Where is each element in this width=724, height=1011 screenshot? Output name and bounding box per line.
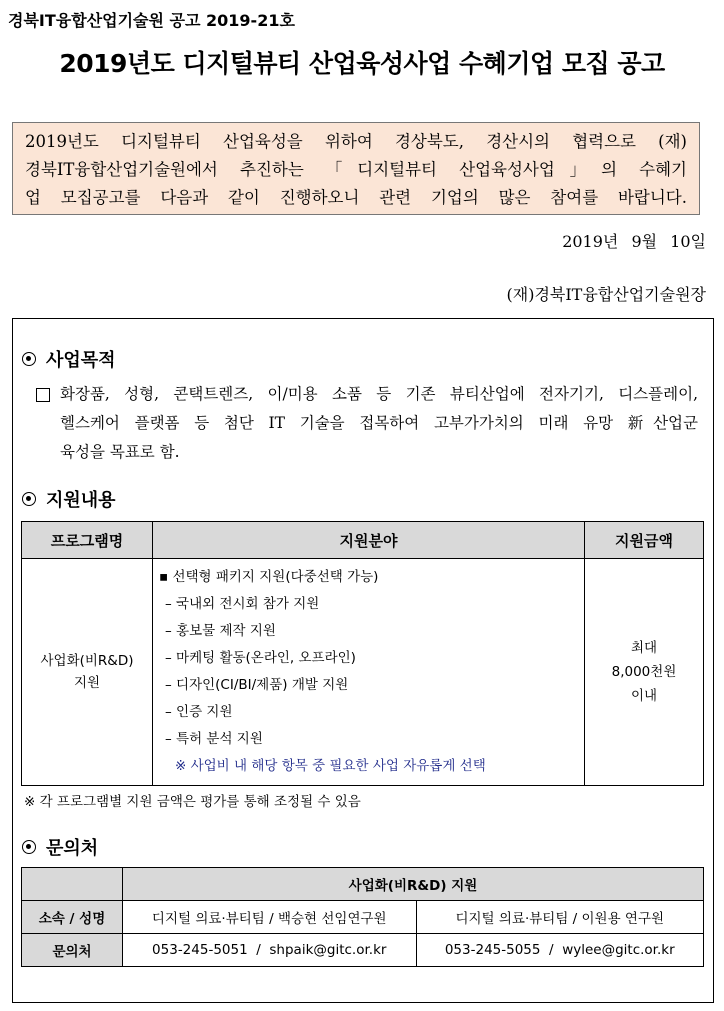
field-item: – 홍보물 제작 지원: [165, 623, 276, 639]
field-item: – 국내외 전시회 참가 지원: [165, 596, 320, 612]
section-purpose: [22, 346, 116, 372]
row-label: 소속 / 성명: [22, 901, 123, 934]
program-cell: [22, 559, 153, 786]
intro-line: 업 모집공고를 다음과 같이 진행하오니 관련 기업의 많은 참여를 바랍니다.: [25, 188, 687, 207]
intro-line: 2019년도 디지털뷰티 산업육성을 위하여 경상북도, 경산시의 협력으로 (재): [25, 132, 687, 151]
amount-line: 최대: [630, 640, 658, 656]
circle-bullet-icon: [22, 492, 36, 506]
purpose-line: 육성을 목표로 함.: [60, 443, 180, 461]
footnote: ※ 각 프로그램별 지원 금액은 평가를 통해 조정될 수 있음: [24, 794, 361, 810]
field-note: ※ 사업비 내 해당 항목 중 필요한 사업 자유롭게 선택: [175, 758, 486, 774]
circle-bullet-icon: [22, 840, 36, 854]
purpose-line: 헬스케어 플랫폼 등 첨단 IT 기술을 접목하여 고부가가치의 미래 유망 新산업군: [60, 414, 698, 432]
section-contact: [22, 834, 98, 860]
issuer: (재)경북IT융합산업기술원장: [506, 285, 706, 304]
checkbox-bullet-icon: [36, 388, 50, 402]
contact-person: 디지털 의료·뷰티팀 / 이원용 연구원: [416, 901, 704, 934]
amount-line: 이내: [630, 688, 658, 704]
field-item: – 인증 지원: [165, 704, 233, 720]
purpose-line: 화장품, 성형, 콘택트렌즈, 이/미용 소품 등 기존 뷰티산업에 전자기기, 디스플레이,: [60, 385, 698, 403]
field-item: – 특허 분석 지원: [165, 731, 263, 747]
contact-table: [21, 867, 704, 967]
header-amount: 지원금액: [585, 522, 704, 559]
intro-box: [12, 122, 700, 215]
row-label: 문의처: [22, 934, 123, 967]
header-field: 지원분야: [153, 522, 585, 559]
notice-number: 경북IT융합산업기술원 공고 2019-21호: [8, 11, 295, 30]
field-item: – 디자인(CI/BI/제품) 개발 지원: [165, 677, 349, 693]
contact-info: 053-245-5055 / wylee@gitc.or.kr: [416, 934, 704, 967]
header-program: 프로그램명: [22, 522, 153, 559]
contact-person: 디지털 의료·뷰티팀 / 백승현 선임연구원: [123, 901, 417, 934]
section-support-title: 지원내용: [46, 490, 116, 511]
announcement-date: 2019년 9월 10일: [562, 232, 706, 251]
field-item: – 마케팅 활동(온라인, 오프라인): [165, 650, 356, 666]
field-main: ▪ 선택형 패키지 지원(다중선택 가능): [159, 569, 379, 585]
purpose-text: [36, 380, 698, 467]
program-name: 지원: [73, 675, 101, 691]
contact-info: 053-245-5051 / shpaik@gitc.or.kr: [123, 934, 417, 967]
section-purpose-title: 사업목적: [46, 350, 116, 371]
amount-cell: [585, 559, 704, 786]
page-title: 2019년도 디지털뷰티 산업육성사업 수혜기업 모집 공고: [59, 49, 665, 78]
section-support: [22, 486, 116, 512]
intro-line: 경북IT융합산업기술원에서 추진하는 「디지털뷰티 산업육성사업」의 수혜기: [25, 160, 687, 179]
circle-bullet-icon: [22, 352, 36, 366]
field-cell: [153, 559, 585, 786]
contact-header: 사업화(비R&D) 지원: [123, 868, 704, 901]
contact-corner: [22, 868, 123, 901]
section-contact-title: 문의처: [46, 838, 99, 859]
amount-line: 8,000천원: [611, 664, 677, 680]
program-name: 사업화(비R&D): [40, 653, 134, 669]
support-table: [21, 521, 704, 786]
